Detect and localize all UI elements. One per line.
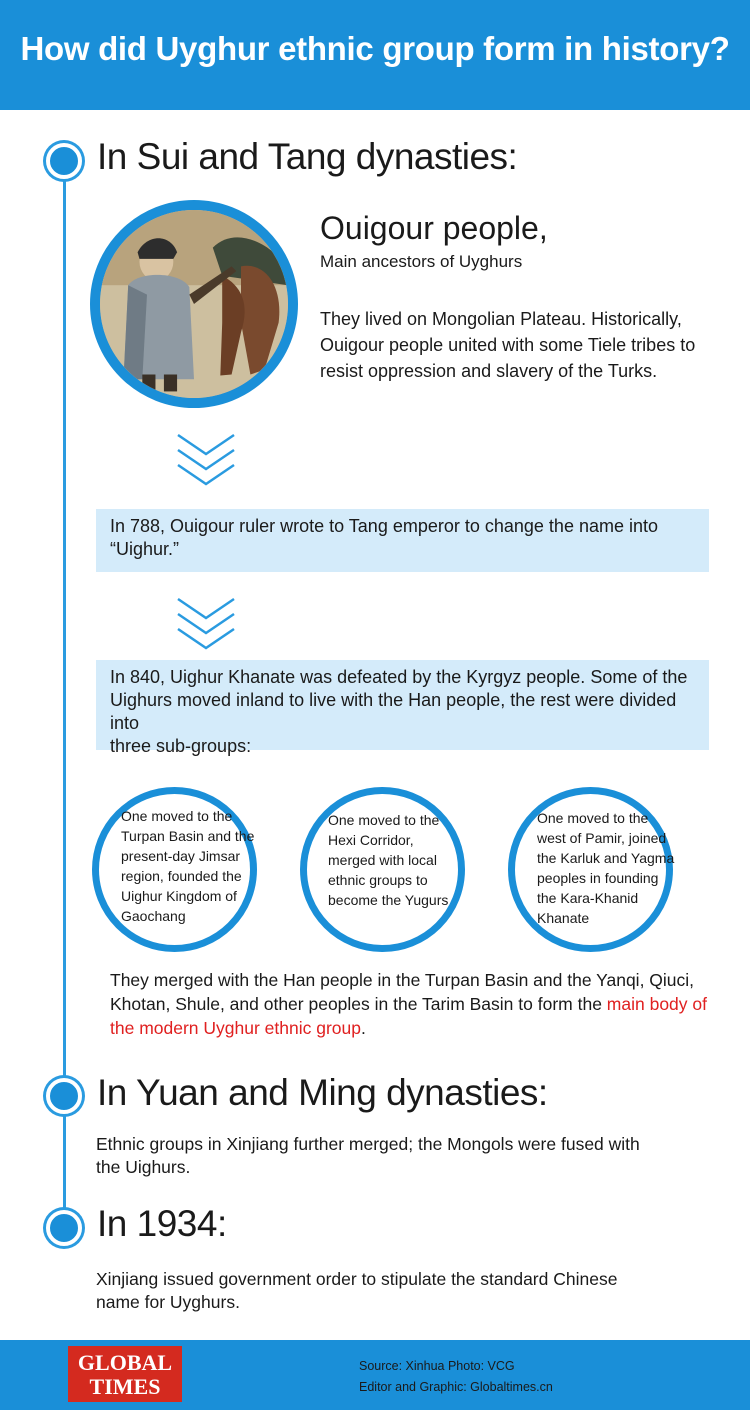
subgroup-line: become the Yugurs (328, 892, 449, 908)
merge-line (110, 1016, 720, 1040)
box-line: In 788, Ouigour ruler wrote to Tang emperor to change the name into (110, 516, 658, 536)
subgroup-line: the Kara-Khanid (537, 890, 639, 906)
subgroup-line: west of Pamir, joined (537, 830, 667, 846)
subgroup-line: ethnic groups to (328, 872, 428, 888)
merge-text-plain: Khotan, Shule, and other peoples in the Tarim Basin to form the (110, 994, 607, 1014)
body-line: the Uighurs. (96, 1157, 191, 1177)
editor-credit: Editor and Graphic: Globaltimes.cn (359, 1380, 553, 1394)
ouigour-subtitle: Main ancestors of Uyghurs (320, 252, 523, 271)
description-line: Ouigour people united with some Tiele tribes to (320, 335, 696, 355)
merge-paragraph (110, 968, 720, 1040)
logo-line1: GLOBAL (77, 1350, 173, 1375)
merge-highlight: main body of (606, 994, 707, 1014)
box-line: “Uighur.” (110, 539, 180, 559)
body-line: Ethnic groups in Xinjiang further merged; the Mongols were fused with (96, 1134, 640, 1154)
section-title-sui-tang: In Sui and Tang dynasties: (97, 136, 518, 177)
timeline-line (63, 160, 66, 1235)
body-line: Xinjiang issued government order to stipulate the standard Chinese (96, 1269, 618, 1289)
box-line: In 840, Uighur Khanate was defeated by the Kyrgyz people. Some of the (110, 667, 688, 687)
merge-text-plain: . (360, 1018, 366, 1038)
description-line: They lived on Mongolian Plateau. Historically, (320, 309, 682, 329)
subgroup-line: Gaochang (121, 908, 186, 924)
page-title: How did Uyghur ethnic group form in history? (20, 30, 730, 67)
global-times-logo (68, 1346, 182, 1402)
subgroup-line: merged with local (328, 852, 437, 868)
subgroup-line: One moved to the (328, 812, 440, 828)
section-title-1934: In 1934: (97, 1203, 227, 1244)
info-box-788 (96, 509, 709, 572)
merge-highlight: the modern Uyghur ethnic group (110, 1018, 361, 1038)
subgroup-line: Turpan Basin and the (121, 828, 255, 844)
merge-line (110, 992, 720, 1016)
subgroup-line: Uighur Kingdom of (121, 888, 237, 904)
box-line: three sub-groups: (110, 736, 252, 756)
timeline-dot-icon (46, 1210, 82, 1246)
text-1934 (96, 1268, 617, 1314)
merge-line: They merged with the Han people in the Turpan Basin and the Yanqi, Qiuci, (110, 970, 695, 990)
subgroup-line: present-day Jimsar (121, 848, 241, 864)
yuan-ming-text (96, 1133, 640, 1179)
timeline-dot-icon (46, 143, 82, 179)
ouigour-description (320, 306, 730, 384)
description-line: resist oppression and slavery of the Turks. (320, 361, 658, 381)
ouigour-portrait-image (90, 200, 298, 408)
subgroup-line: Khanate (537, 910, 590, 926)
subgroup-line: One moved to the (121, 808, 233, 824)
subgroup-text-kara-khanid (537, 808, 674, 928)
subgroup-text-yugurs (328, 810, 448, 910)
logo-line2: TIMES (89, 1374, 161, 1399)
chevron-down-icon (175, 432, 237, 490)
subgroup-line: region, founded the (121, 868, 242, 884)
subgroup-text-gaochang (121, 806, 254, 926)
subgroup-line: Hexi Corridor, (328, 832, 414, 848)
subgroup-line: One moved to the (537, 810, 649, 826)
info-box-840 (96, 660, 709, 756)
subgroup-line: peoples in founding (537, 870, 659, 886)
box-line: Uighurs moved inland to live with the Han people, the rest were divided into (110, 690, 677, 733)
body-line: name for Uyghurs. (96, 1292, 240, 1312)
chevron-down-icon (175, 596, 237, 654)
source-credit: Source: Xinhua Photo: VCG (359, 1359, 515, 1373)
header-banner (0, 0, 750, 110)
subgroup-line: the Karluk and Yagma (537, 850, 675, 866)
timeline-dot-icon (46, 1078, 82, 1114)
ouigour-title: Ouigour people, (320, 210, 548, 246)
section-title-yuan-ming: In Yuan and Ming dynasties: (97, 1072, 548, 1113)
